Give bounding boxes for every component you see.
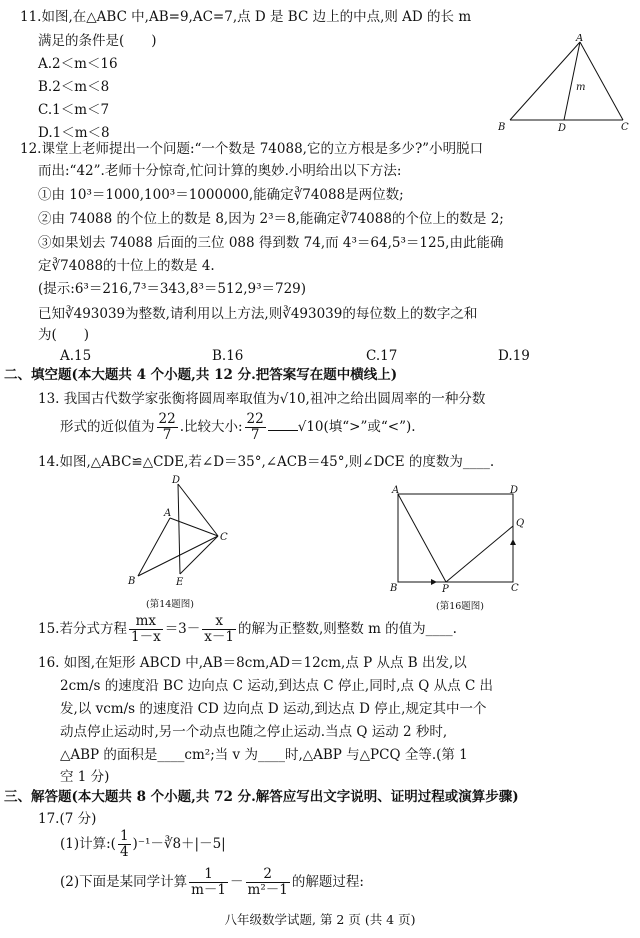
fig14-label-a: A	[164, 508, 172, 519]
q11-option-d: D.1＜m＜8	[38, 125, 110, 141]
q11-label-c: C	[621, 122, 629, 133]
fig14-label-e: E	[176, 577, 184, 588]
q11-label-a: A	[576, 34, 584, 44]
fig16-line-pq	[446, 526, 513, 582]
q13-line2-post: √10(填“>”或“<”).	[297, 419, 416, 435]
q17-part2-fraction-1-denominator: m－1	[191, 882, 227, 898]
fig14-line-de	[178, 484, 180, 574]
fig14-line-ec	[180, 536, 218, 574]
fig14-label-c: C	[220, 532, 228, 543]
q13-line-2	[60, 412, 416, 443]
q17-part1-numerator: 1	[119, 828, 129, 844]
q15-fraction-2-numerator: x	[202, 614, 236, 630]
fig14-label-d: D	[172, 475, 181, 486]
q11-label-d: D	[558, 123, 567, 134]
q15-line	[38, 614, 457, 645]
q12-line-4: ②由 74088 的个位上的数是 8,因为 2³＝8,能确定∛74088的个位上的数是 2;	[38, 211, 504, 227]
q14-text: 14.如图,△ABC≌△CDE,若∠D＝35°,∠ACB＝45°,则∠DCE 的度数为____.	[38, 454, 495, 470]
q12-option-c: C.17	[366, 348, 398, 364]
q17-part2-post: 的解题过程:	[291, 874, 364, 890]
q12-line-9: 为( )	[38, 327, 90, 343]
q11-triangle-figure	[498, 34, 633, 134]
q12-option-b: B.16	[212, 348, 244, 364]
fig14-caption: (第14题图)	[146, 599, 195, 610]
q11-option-a: A.2＜m＜16	[38, 56, 118, 72]
q17-part1-pre: (1)计算:(	[60, 836, 116, 852]
q17-part2	[60, 866, 364, 898]
q13-line2-pre: 形式的近似值为	[60, 419, 155, 435]
q16-line-4: 动点停止运动时,另一个动点也随之停止运动.当点 Q 运动 2 秒时,	[60, 724, 448, 740]
fig16-label-d: D	[510, 485, 519, 496]
q15-fraction-1	[129, 614, 163, 645]
q13-fraction-2-denominator: 7	[250, 427, 260, 443]
q12-line-5: ③如果划去 74088 后面的三位 088 得到数 74,而 4³＝64,5³＝125,由此能确	[38, 235, 504, 251]
q16-line-6: 空 1 分)	[60, 769, 110, 785]
q17-part1-fraction	[118, 829, 131, 860]
q15-fraction-2	[202, 614, 236, 645]
q17-part2-fraction-1-numerator: 1	[189, 867, 228, 883]
q17-part2-mid: －	[230, 874, 244, 890]
q16-line-2: 2cm/s 的速度沿 BC 边向点 C 运动,到达点 C 停止,同时,点 Q 从点 C 出	[60, 678, 494, 694]
q15-fraction-2-denominator: x－1	[204, 629, 234, 645]
page-footer: 八年级数学试题, 第 2 页 (共 4 页)	[224, 912, 416, 927]
q13-fraction-1-denominator: 7	[162, 427, 172, 443]
q17-part2-fraction-2	[246, 867, 290, 898]
q12-line-7: (提示:6³＝216,7³＝343,8³＝512,9³＝729)	[38, 281, 307, 297]
fig16-caption: (第16题图)	[436, 601, 485, 612]
fig16-rect-abcd	[398, 494, 513, 582]
q11-option-b: B.2＜m＜8	[38, 79, 110, 95]
q11-side-ab	[510, 42, 580, 120]
q12-option-d: D.19	[498, 348, 530, 364]
q13-answer-blank[interactable]	[268, 418, 298, 431]
fig14-line-ab	[138, 518, 170, 576]
q11-stem-line1: 11.如图,在△ABC 中,AB=9,AC=7,点 D 是 BC 边上的中点,则 AD 的长 m	[20, 9, 472, 25]
q13-line2-mid: .比较大小:	[179, 419, 243, 435]
q16-line-5: △ABP 的面积是____cm²;当 v 为____时,△ABP 与△PCQ 全等.(第 1	[60, 747, 468, 763]
fig16-label-q: Q	[516, 518, 525, 529]
fig16-label-a: A	[392, 485, 400, 496]
q11-label-m: m	[576, 82, 586, 93]
q15-pre: 15.若分式方程	[38, 621, 127, 637]
q15-fraction-1-denominator: 1－x	[130, 629, 161, 645]
q12-line-3: ①由 10³＝1000,100³＝1000000,能确定∛74088是两位数;	[38, 187, 404, 203]
q13-fraction-1-numerator: 22	[158, 411, 176, 427]
q13-line-1: 13. 我国古代数学家张衡将圆周率取值为√10,祖冲之给出圆周率的一种分数	[38, 391, 486, 407]
q11-label-b: B	[498, 122, 506, 133]
q12-line-2: 而出:“42”.老师十分惊奇,忙问计算的奥妙.小明给出以下方法:	[38, 163, 402, 179]
q12-line-1: 12.课堂上老师提出一个问题:“一个数是 74088,它的立方根是多少?”小明脱口	[20, 141, 484, 157]
q11-stem-line2: 满足的条件是( )	[38, 33, 157, 49]
q17-part2-fraction-1	[189, 867, 228, 898]
q15-post: 的解为正整数,则整数 m 的值为____.	[237, 621, 457, 637]
q17-part1-denominator: 4	[119, 844, 129, 860]
q12-line-6: 定∛74088的十位上的数是 4.	[38, 258, 215, 274]
q11-side-ac	[580, 42, 623, 120]
q12-option-a: A.15	[60, 348, 92, 364]
q11-median-ad	[564, 42, 580, 120]
fig16-rectangle	[388, 484, 538, 594]
fig16-label-p: P	[442, 584, 449, 594]
fig14-label-b: B	[128, 576, 136, 587]
q17-part1-post: )⁻¹－∛8＋|－5|	[132, 836, 226, 852]
q17-heading: 17.(7 分)	[38, 811, 97, 827]
q15-fraction-1-numerator: mx	[129, 614, 163, 630]
q17-part2-fraction-2-denominator: m²－1	[247, 882, 288, 898]
q17-part2-pre: (2)下面是某同学计算	[60, 874, 188, 890]
fig16-label-c: C	[511, 583, 519, 594]
q16-line-1: 16. 如图,在矩形 ABCD 中,AB＝8cm,AD＝12cm,点 P 从点 B 出发,以	[38, 655, 467, 671]
section-3-heading: 三、解答题(本大题共 8 个小题,共 72 分.解答应写出文字说明、证明过程或演算步骤)	[4, 789, 519, 805]
q12-line-8: 已知∛493039为整数,请利用以上方法,则∛493039的每位数上的数字之和	[38, 306, 478, 322]
fig14-line-bc	[138, 536, 218, 576]
q17-part1	[60, 828, 226, 860]
q13-fraction-2-numerator: 22	[246, 411, 264, 427]
q13-fraction-1	[157, 412, 178, 443]
q17-part2-fraction-2-numerator: 2	[246, 867, 290, 883]
q11-option-c: C.1＜m＜7	[38, 102, 110, 118]
fig16-line-ap	[398, 494, 446, 582]
q15-mid: ＝3－	[164, 621, 201, 637]
fig14-triangles	[118, 472, 238, 590]
fig16-label-b: B	[390, 583, 398, 594]
q13-fraction-2	[245, 412, 266, 443]
section-2-heading: 二、填空题(本大题共 4 个小题,共 12 分.把答案写在题中横线上)	[4, 367, 398, 383]
q16-line-3: 发,以 vcm/s 的速度沿 CD 边向点 D 运动,到达点 D 停止,规定其中一个	[60, 701, 487, 717]
